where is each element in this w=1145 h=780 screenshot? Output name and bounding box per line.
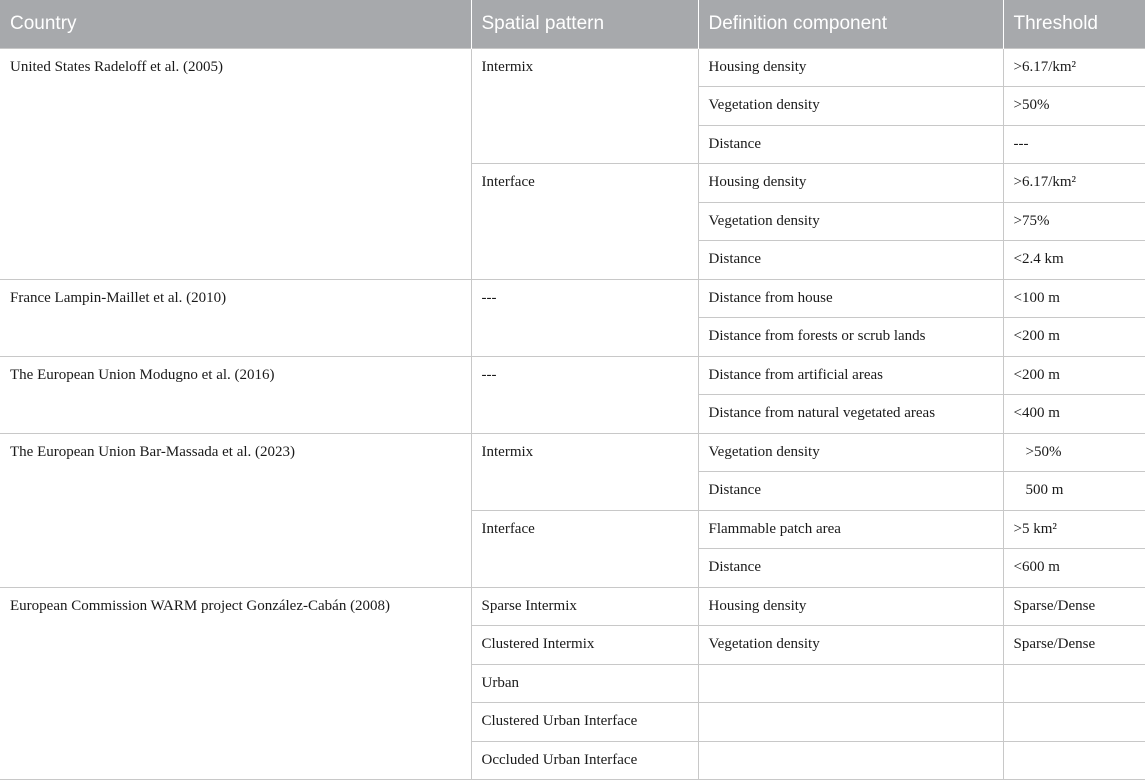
- component-cell: [698, 741, 1003, 780]
- component-cell: Distance: [698, 472, 1003, 511]
- table-row: [0, 433, 1145, 472]
- component-cell: [698, 664, 1003, 703]
- header-country: Country: [0, 0, 471, 48]
- threshold-cell: <200 m: [1003, 318, 1145, 357]
- threshold-cell: <400 m: [1003, 395, 1145, 434]
- component-cell: Housing density: [698, 48, 1003, 87]
- component-cell: [698, 703, 1003, 742]
- table-header-row: [0, 0, 1145, 48]
- threshold-cell: [1003, 703, 1145, 742]
- table-row: [0, 356, 1145, 395]
- country-cell: France Lampin-Maillet et al. (2010): [0, 279, 471, 356]
- spatial-pattern-cell: ---: [471, 279, 698, 356]
- spatial-pattern-cell: Interface: [471, 164, 698, 280]
- spatial-pattern-cell: Sparse Intermix: [471, 587, 698, 626]
- threshold-cell: [1003, 741, 1145, 780]
- country-cell: United States Radeloff et al. (2005): [0, 48, 471, 279]
- country-cell: The European Union Modugno et al. (2016): [0, 356, 471, 433]
- table-row: [0, 48, 1145, 87]
- threshold-cell: [1003, 664, 1145, 703]
- country-cell: The European Union Bar-Massada et al. (2023): [0, 433, 471, 587]
- component-cell: Distance from forests or scrub lands: [698, 318, 1003, 357]
- component-cell: Distance: [698, 125, 1003, 164]
- spatial-pattern-cell: Intermix: [471, 48, 698, 164]
- component-cell: Distance from artificial areas: [698, 356, 1003, 395]
- component-cell: Distance from house: [698, 279, 1003, 318]
- component-cell: Flammable patch area: [698, 510, 1003, 549]
- header-definition-component: Definition component: [698, 0, 1003, 48]
- threshold-cell: Sparse/Dense: [1003, 587, 1145, 626]
- threshold-cell: ---: [1003, 125, 1145, 164]
- header-spatial-pattern: Spatial pattern: [471, 0, 698, 48]
- component-cell: Vegetation density: [698, 87, 1003, 126]
- threshold-cell: <600 m: [1003, 549, 1145, 588]
- threshold-cell: <2.4 km: [1003, 241, 1145, 280]
- threshold-cell: <200 m: [1003, 356, 1145, 395]
- spatial-pattern-cell: Clustered Urban Interface: [471, 703, 698, 742]
- component-cell: Vegetation density: [698, 626, 1003, 665]
- spatial-pattern-cell: Occluded Urban Interface: [471, 741, 698, 780]
- component-cell: Vegetation density: [698, 202, 1003, 241]
- threshold-cell: Sparse/Dense: [1003, 626, 1145, 665]
- header-threshold: Threshold: [1003, 0, 1145, 48]
- spatial-pattern-cell: Interface: [471, 510, 698, 587]
- threshold-cell: >50%: [1003, 433, 1145, 472]
- threshold-cell: >6.17/km²: [1003, 164, 1145, 203]
- threshold-cell: >50%: [1003, 87, 1145, 126]
- component-cell: Vegetation density: [698, 433, 1003, 472]
- threshold-cell: >5 km²: [1003, 510, 1145, 549]
- table-row: [0, 279, 1145, 318]
- threshold-cell: <100 m: [1003, 279, 1145, 318]
- threshold-cell: >75%: [1003, 202, 1145, 241]
- spatial-pattern-cell: Urban: [471, 664, 698, 703]
- component-cell: Housing density: [698, 164, 1003, 203]
- component-cell: Distance: [698, 241, 1003, 280]
- component-cell: Distance: [698, 549, 1003, 588]
- threshold-cell: >6.17/km²: [1003, 48, 1145, 87]
- threshold-cell: 500 m: [1003, 472, 1145, 511]
- table-row: [0, 587, 1145, 626]
- spatial-pattern-cell: Intermix: [471, 433, 698, 510]
- spatial-pattern-cell: ---: [471, 356, 698, 433]
- component-cell: Housing density: [698, 587, 1003, 626]
- spatial-pattern-cell: Clustered Intermix: [471, 626, 698, 665]
- country-cell: European Commission WARM project González-Cabán (2008): [0, 587, 471, 780]
- component-cell: Distance from natural vegetated areas: [698, 395, 1003, 434]
